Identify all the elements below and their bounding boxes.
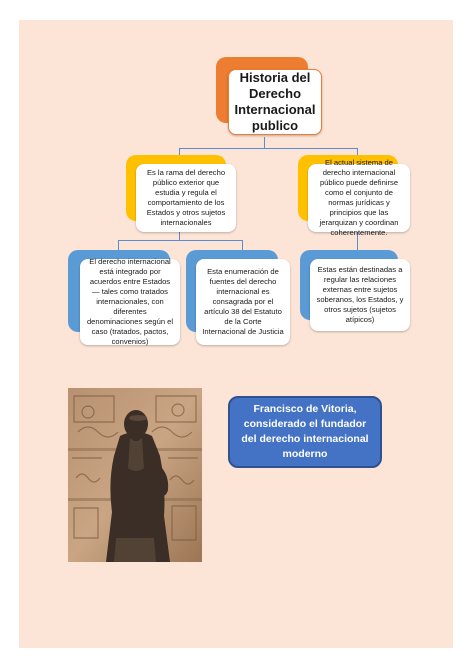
vitoria-callout-label: Francisco de Vitoria, considerado el fundador del derecho internacional moderno	[241, 403, 369, 460]
root-node-box	[228, 69, 322, 135]
level1-node-system	[298, 155, 412, 235]
statue-photo	[68, 388, 202, 562]
connector-level2-bar	[118, 240, 242, 241]
statue-photo-drawing	[68, 388, 202, 562]
root-node	[216, 57, 324, 137]
vitoria-callout	[228, 396, 382, 468]
level2-node-agreements-box	[80, 259, 180, 345]
level2-node-relations-label: Estas están destinadas a regular las relaciones externas entre sujetos soberanos, los Estados, y otros sujetos (sujetos atípicos)	[316, 265, 404, 324]
level2-node-relations	[300, 250, 412, 334]
level1-node-definition-box	[136, 164, 236, 232]
level1-node-system-box	[308, 158, 410, 237]
root-node-label: Historia del Derecho Internacional publico	[234, 70, 316, 133]
level1-node-definition	[126, 155, 238, 235]
connector-level1-bar	[179, 148, 357, 149]
level2-node-sources	[186, 250, 292, 348]
level2-node-agreements-label: El derecho internacional está integrado por acuerdos entre Estados — tales como tratados internacionales, con diferentes denominaciones según el caso (tratados, pactos, convenios)	[86, 257, 174, 346]
level2-node-sources-box	[196, 259, 290, 345]
level1-node-system-label: El actual sistema de derecho internacional público puede definirse como el conjunto de normas jurídicas y principios que las jerarquizan y coordinan coherentemente.	[319, 158, 399, 237]
level2-node-sources-label: Esta enumeración de fuentes del derecho internacional es consagrada por el artículo 38 del Estatuto de la Corte Internacional de Justicia	[202, 267, 284, 336]
level2-node-relations-box	[310, 259, 410, 331]
level1-node-definition-label: Es la rama del derecho público exterior que estudia y regula el comportamiento de los Estados y otros sujetos internacionales	[146, 168, 226, 227]
level2-node-agreements	[68, 250, 182, 348]
